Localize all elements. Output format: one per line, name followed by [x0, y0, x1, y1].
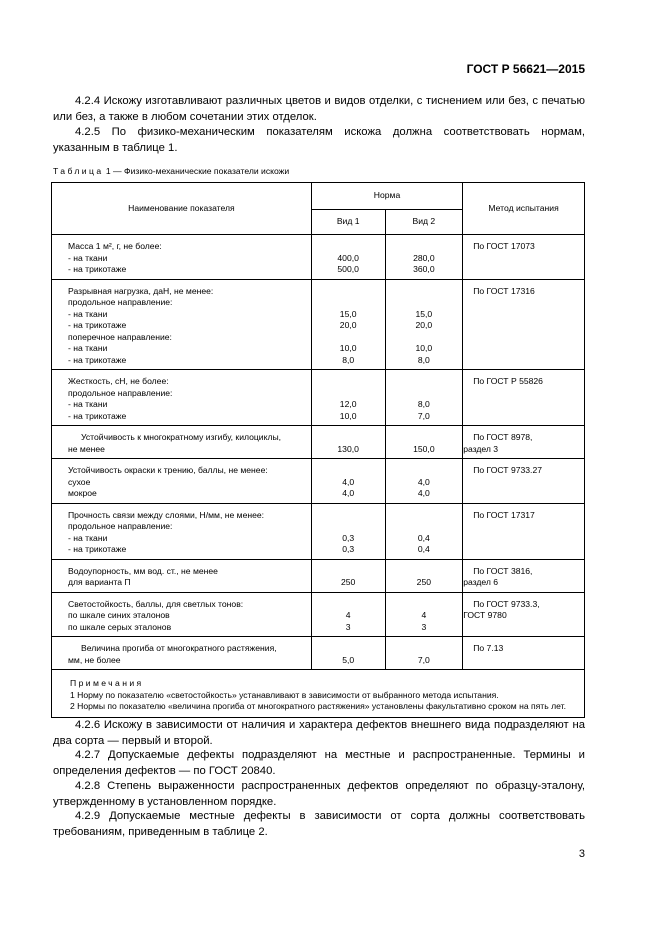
- norm-type-2: [385, 370, 463, 426]
- indicator-name-line: продольное направление:: [68, 297, 173, 307]
- norm-type-2: [385, 459, 463, 504]
- norm-type-1: [311, 370, 385, 426]
- norm-type-1: [311, 559, 385, 592]
- paragraph-4-2-4: 4.2.4 Искожу изготавливают различных цветов и видов отделки, с тиснением или без, с печатью или без, а также в любом сочетании этих отделок.: [53, 95, 585, 123]
- norm-type-2-line: [386, 521, 463, 533]
- paragraph-4-2-7: 4.2.7 Допускаемые дефекты подразделяют на местные и распространенные. Термины и определения дефектов — по ГОСТ 20840.: [53, 749, 585, 777]
- indicator-name-line: - на трикотаже: [68, 354, 127, 365]
- norm-type-1-line: 3: [345, 621, 351, 632]
- indicator-name-line: Устойчивость окраски к трению, баллы, не менее:: [68, 465, 268, 475]
- test-method: [463, 279, 585, 370]
- norm-type-1: [311, 279, 385, 370]
- norm-type-1-line: 8,0: [342, 354, 355, 365]
- norm-type-2: [385, 503, 463, 559]
- norm-type-1: [311, 637, 385, 670]
- header-type-2: Вид 2: [385, 210, 463, 235]
- table-row: [52, 370, 585, 426]
- table-caption: [53, 166, 289, 176]
- page-number: 3: [578, 848, 585, 860]
- norm-type-1: [311, 592, 385, 637]
- norm-type-1-line: 10,0: [339, 410, 357, 421]
- indicator-name-line: Величина прогиба от многократного растяжения,: [81, 643, 277, 653]
- indicator-name-line: Прочность связи между слоями, Н/мм, не менее:: [68, 509, 265, 520]
- indicator-name-line: - на ткани: [68, 532, 108, 543]
- indicator-name-line: Жесткость, сН, не более:: [68, 376, 169, 386]
- norm-type-2: [385, 426, 463, 459]
- norm-type-2-line: [386, 465, 463, 477]
- note-2: 2 Нормы по показателю «величина прогиба от многократного растяжения» установлены факультативно сроком на пять лет.: [70, 701, 566, 711]
- norm-type-1-line: 15,0: [339, 308, 357, 319]
- norm-type-2-line: [386, 297, 463, 309]
- indicator-name-line: Устойчивость к многократному изгибу, килоциклы,: [81, 432, 282, 442]
- indicator-name: [52, 559, 312, 592]
- norm-type-1-line: 20,0: [339, 320, 357, 330]
- test-method: [463, 459, 585, 504]
- norm-type-1-line: [312, 241, 385, 253]
- norm-type-1-line: 5,0: [342, 654, 355, 665]
- norm-type-2-line: [386, 286, 463, 298]
- header-name: Наименование показателя: [52, 183, 312, 235]
- norm-type-2-line: [386, 332, 463, 344]
- table-row: [52, 235, 585, 280]
- indicator-name-line: - на ткани: [68, 252, 108, 263]
- indicator-name-line: мм, не более: [68, 654, 121, 665]
- norm-type-2-line: 15,0: [415, 308, 433, 319]
- norm-type-1-line: 10,0: [339, 343, 357, 353]
- test-method: [463, 235, 585, 280]
- norm-type-1-line: 4: [345, 610, 351, 620]
- norm-type-1-line: 4,0: [342, 488, 355, 498]
- test-method: [463, 426, 585, 459]
- test-method-line: По ГОСТ 17317: [473, 509, 535, 520]
- norm-type-2-line: 360,0: [413, 264, 435, 274]
- test-method-line: По ГОСТ 17073: [473, 241, 535, 251]
- norm-type-2-line: 7,0: [417, 654, 430, 665]
- norm-type-1: [311, 503, 385, 559]
- indicator-name-line: Масса 1 м², г, не более:: [68, 241, 162, 251]
- header-method: Метод испытания: [463, 183, 585, 235]
- indicator-name-line: - на трикотаже: [68, 320, 127, 330]
- norm-type-2-line: [386, 510, 463, 522]
- indicator-name-line: для варианта П: [68, 577, 131, 587]
- header-norm: Норма: [311, 183, 462, 210]
- indicator-name-line: мокрое: [68, 488, 97, 498]
- paragraph-4-2-9: 4.2.9 Допускаемые местные дефекты в зависимости от сорта должны соответствовать требованиям, приведенным в таблице 2.: [53, 810, 585, 838]
- indicator-name-line: - на ткани: [68, 399, 108, 409]
- norm-type-1-line: 130,0: [337, 443, 359, 454]
- table-row: [52, 503, 585, 559]
- test-method: [463, 592, 585, 637]
- norm-type-1-line: [312, 286, 385, 298]
- indicator-name-line: по шкале серых эталонов: [68, 621, 172, 632]
- norm-type-1-line: [312, 332, 385, 344]
- norm-type-2: [385, 592, 463, 637]
- norm-type-1-line: [312, 388, 385, 400]
- indicator-name-line: - на трикотаже: [68, 544, 127, 554]
- norm-type-2-line: 20,0: [415, 320, 433, 330]
- test-method-line: По ГОСТ Р 55826: [473, 376, 543, 386]
- norm-type-2-line: 8,0: [417, 399, 430, 409]
- norm-type-2-line: 3: [421, 621, 427, 632]
- notes-title: Примечания: [70, 678, 144, 688]
- table-row: [52, 559, 585, 592]
- norm-type-1-line: 0,3: [342, 532, 355, 543]
- norm-type-1-line: [312, 297, 385, 309]
- indicator-name: [52, 459, 312, 504]
- header-type-1: Вид 1: [311, 210, 385, 235]
- norm-type-2-line: [386, 643, 463, 655]
- table-caption-text: 1 — Физико-механические показатели искожи: [105, 166, 290, 176]
- norm-type-1-line: [312, 376, 385, 388]
- indicator-name-line: сухое: [68, 476, 91, 487]
- test-method-line: По ГОСТ 17316: [473, 285, 535, 296]
- test-method-line: По 7.13: [473, 643, 504, 653]
- norm-type-2-line: [386, 432, 463, 444]
- note-1: 1 Норму по показателю «светостойкость» устанавливают в зависимости от выбранного метода испытания.: [70, 689, 499, 700]
- indicator-name-line: - на ткани: [68, 308, 108, 319]
- norm-type-2-line: [386, 241, 463, 253]
- table-row: [52, 459, 585, 504]
- norm-type-1-line: [312, 643, 385, 655]
- indicator-name-line: продольное направление:: [68, 387, 173, 398]
- norm-type-1-line: 0,3: [342, 544, 355, 554]
- norm-type-2-line: [386, 376, 463, 388]
- table-notes: [52, 670, 585, 718]
- norm-type-2-line: 4,0: [417, 476, 430, 487]
- norm-type-1-line: [312, 432, 385, 444]
- norm-type-2-line: 150,0: [413, 443, 435, 454]
- indicator-name: [52, 235, 312, 280]
- norm-type-2-line: 8,0: [417, 354, 430, 365]
- document-id: ГОСТ Р 56621—2015: [466, 62, 585, 76]
- indicator-name: [52, 503, 312, 559]
- table-row: [52, 637, 585, 670]
- norm-type-2-line: 10,0: [415, 343, 433, 353]
- test-method-line: ГОСТ 9780: [463, 610, 507, 620]
- norm-type-2-line: [386, 599, 463, 611]
- indicator-name: [52, 370, 312, 426]
- norm-type-2-line: 250: [416, 577, 432, 587]
- indicator-name-line: не менее: [68, 443, 105, 454]
- indicator-name-line: по шкале синих эталонов: [68, 610, 170, 620]
- table-row: [52, 592, 585, 637]
- norm-type-1-line: [312, 521, 385, 533]
- norm-type-1-line: [312, 510, 385, 522]
- norm-type-2: [385, 637, 463, 670]
- test-method-line: раздел 6: [463, 577, 499, 587]
- norm-type-1: [311, 235, 385, 280]
- norm-type-1-line: 500,0: [337, 264, 359, 274]
- test-method-line: раздел 3: [463, 443, 499, 454]
- norm-type-1-line: [312, 465, 385, 477]
- table-row: [52, 279, 585, 370]
- norm-type-2-line: 4,0: [417, 488, 430, 498]
- test-method: [463, 503, 585, 559]
- paragraph-4-2-6: 4.2.6 Искожу в зависимости от наличия и характера дефектов внешнего вида подразделяют на два сорта — первый и второй.: [53, 719, 585, 747]
- norm-type-1-line: [312, 599, 385, 611]
- indicator-name-line: Водоупорность, мм вод. ст., не менее: [68, 565, 218, 576]
- test-method-line: По ГОСТ 9733.3,: [473, 598, 540, 609]
- norm-type-2: [385, 559, 463, 592]
- norm-type-2-line: 0,4: [417, 544, 430, 554]
- indicator-name-line: - на трикотаже: [68, 264, 127, 274]
- norm-type-1-line: 400,0: [337, 252, 359, 263]
- test-method-line: По ГОСТ 9733.27: [473, 465, 543, 475]
- indicator-name-line: - на трикотаже: [68, 410, 127, 421]
- paragraph-4-2-5: 4.2.5 По физико-механическим показателям искожа должна соответствовать нормам, указанным в таблице 1.: [53, 126, 585, 154]
- test-method: [463, 370, 585, 426]
- test-method: [463, 637, 585, 670]
- indicator-name: [52, 279, 312, 370]
- norm-type-2-line: 0,4: [417, 532, 430, 543]
- norm-type-1-line: 12,0: [339, 399, 357, 409]
- test-method: [463, 559, 585, 592]
- norm-type-1: [311, 459, 385, 504]
- norm-type-2-line: 280,0: [413, 252, 435, 263]
- indicator-name-line: Светостойкость, баллы, для светлых тонов:: [68, 598, 244, 609]
- indicator-name-line: Разрывная нагрузка, даН, не менее:: [68, 285, 214, 296]
- properties-table: [51, 182, 585, 718]
- indicator-name: [52, 592, 312, 637]
- test-method-line: По ГОСТ 3816,: [473, 565, 533, 576]
- paragraph-4-2-8: 4.2.8 Степень выраженности распространенных дефектов определяют по образцу-эталону, утвержденному в установленном порядке.: [53, 780, 585, 808]
- norm-type-2: [385, 235, 463, 280]
- table-caption-label: Таблица: [53, 166, 104, 176]
- indicator-name: [52, 637, 312, 670]
- indicator-name: [52, 426, 312, 459]
- norm-type-2: [385, 279, 463, 370]
- norm-type-2-line: 7,0: [417, 410, 430, 421]
- norm-type-1-line: 250: [341, 577, 356, 587]
- norm-type-2-line: [386, 566, 463, 578]
- norm-type-1-line: 4,0: [342, 476, 355, 487]
- norm-type-1-line: [312, 566, 385, 578]
- norm-type-2-line: 4: [421, 610, 427, 620]
- indicator-name-line: продольное направление:: [68, 521, 173, 531]
- norm-type-2-line: [386, 388, 463, 400]
- indicator-name-line: - на ткани: [68, 343, 108, 353]
- indicator-name-line: поперечное направление:: [68, 331, 172, 342]
- norm-type-1: [311, 426, 385, 459]
- test-method-line: По ГОСТ 8978,: [473, 432, 533, 442]
- table-row: [52, 426, 585, 459]
